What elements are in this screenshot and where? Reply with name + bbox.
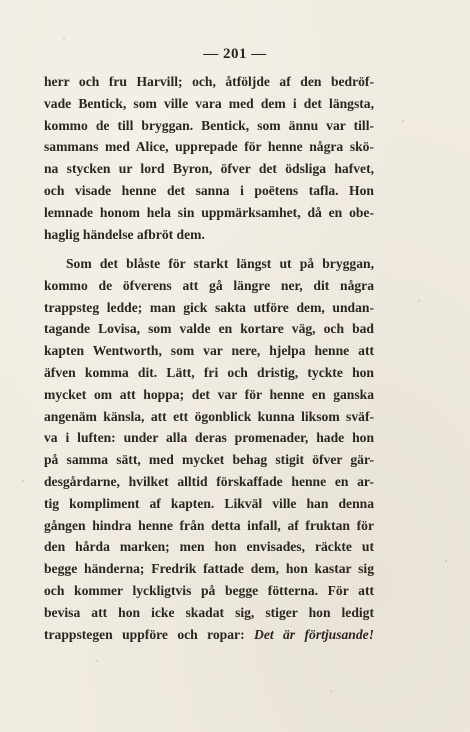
paper-speck xyxy=(402,120,404,122)
text-line: na stycken ur lord Byron, öfver det ödsliga hafvet, xyxy=(44,161,374,177)
text-line: tagande Lovisa, som valde en kortare väg, och bad xyxy=(44,321,374,337)
text-line: mycket om att hoppa; det var för henne en ganska xyxy=(44,386,374,402)
text-line: herr och fru Harvill; och, åtföljde af den bedröf- xyxy=(44,74,374,89)
text-line: kommo de öfverens att gå längre ner, dit några xyxy=(44,277,374,293)
text-line: haglig händelse afbröt dem. xyxy=(44,226,205,242)
text-line: desgårdarne, hvilket alltid förskaffade henne en ar- xyxy=(44,473,374,489)
text-line: Som det blåste för starkt längst ut på bryggan, xyxy=(66,256,374,271)
text-line: va i luften: under alla deras promenader, hade hon xyxy=(44,430,374,446)
text-line: på samma sätt, med mycket behag stigit öfver gär- xyxy=(44,452,374,468)
final-line-text: trappstegen uppföre och ropar: xyxy=(44,626,245,642)
text-line-final xyxy=(44,624,374,646)
text-line: och kommer lyckligtvis på begge fötterna. För att xyxy=(44,582,374,598)
paper-speck xyxy=(63,38,65,40)
text-line: gången hindra henne från detta infall, af fruktan för xyxy=(44,517,374,533)
paragraph-2 xyxy=(44,253,374,645)
text-line: bevisa att hon icke skadat sig, stiger hon ledigt xyxy=(44,604,374,620)
paper-speck xyxy=(96,660,98,662)
paper-speck xyxy=(330,690,332,692)
paragraph-1 xyxy=(44,71,374,245)
text-line: begge händerna; Fredrik fattade dem, hon kastar sig xyxy=(44,561,374,577)
text-line: kapten Wentworth, som var nere, hjelpa henne att xyxy=(44,343,374,359)
emphasized-exclamation: Det är förtjusande! xyxy=(254,626,374,642)
paper-speck xyxy=(418,300,420,302)
text-line: och visade henne det sanna i poëtens tafla. Hon xyxy=(44,182,374,198)
text-line: lemnade honom hela sin uppmärksamhet, då en obe- xyxy=(44,204,374,220)
text-line: angenäm känsla, att ett ögonblick kunna liksom sväf- xyxy=(44,408,374,424)
text-line: sammans med Alice, upprepade för henne några skö- xyxy=(44,139,374,155)
paper-speck xyxy=(445,560,447,562)
text-line: trappsteg ledde; man gick sakta utföre dem, undan- xyxy=(44,299,374,315)
text-line: den hårda marken; men hon envisades, räckte ut xyxy=(44,539,374,555)
text-line: tig kompliment af kapten. Likväl ville han denna xyxy=(44,495,374,511)
text-line: äfven komma dit. Lätt, fri och dristig, tyckte hon xyxy=(44,364,374,380)
page-number: — 201 — xyxy=(203,46,267,62)
paper-speck xyxy=(22,480,24,482)
text-line: vade Bentick, som ville vara med dem i det längsta, xyxy=(44,95,374,111)
text-line: kommo de till bryggan. Bentick, som ännu var till- xyxy=(44,117,374,133)
